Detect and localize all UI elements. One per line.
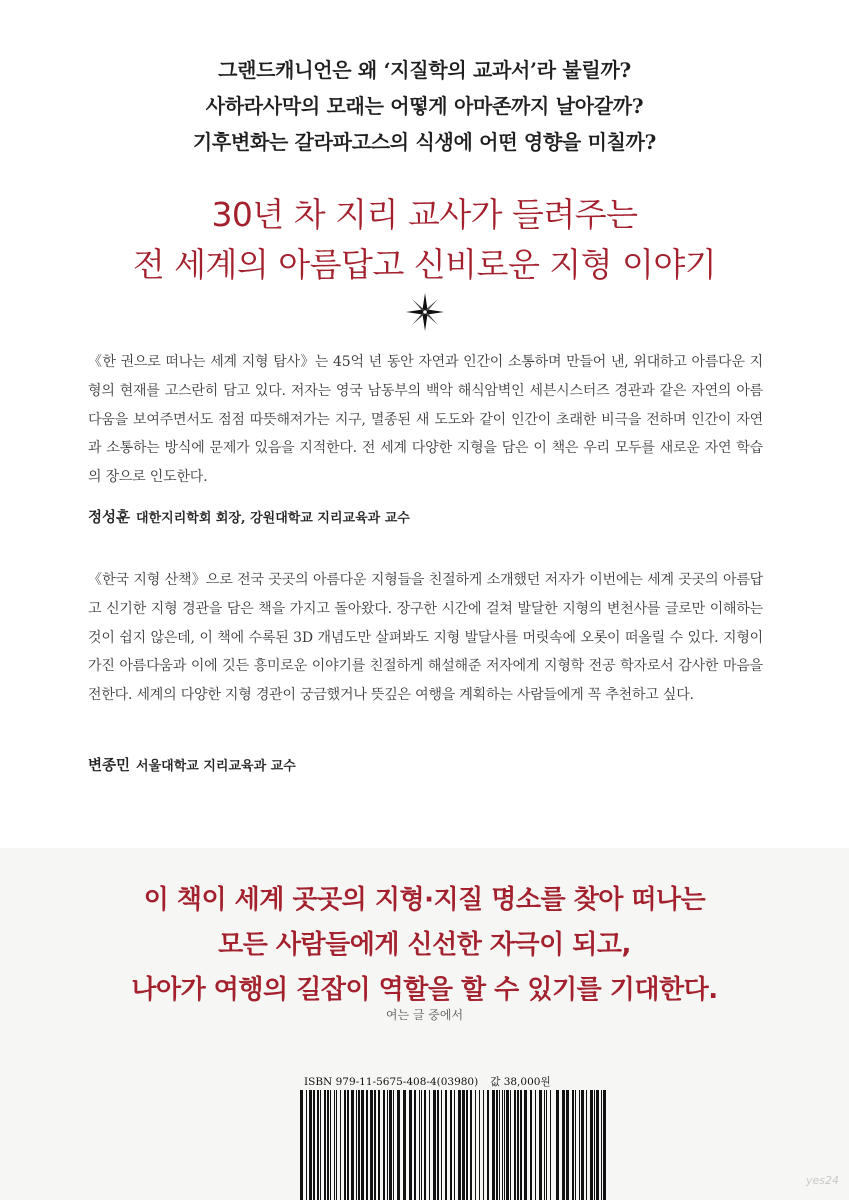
barcode-bar xyxy=(590,1090,593,1200)
review-2-affiliation: 서울대학교 지리교육과 교수 xyxy=(136,759,296,774)
barcode-bar xyxy=(336,1090,337,1200)
barcode-bar xyxy=(429,1090,430,1200)
barcode-bar xyxy=(550,1090,551,1200)
barcode-bar xyxy=(499,1090,500,1200)
barcode-bar xyxy=(347,1090,349,1200)
review-2-signature xyxy=(88,754,296,775)
barcode-bar xyxy=(334,1090,335,1200)
barcode-bar xyxy=(458,1090,461,1200)
barcode-bar xyxy=(366,1090,368,1200)
barcode-bar xyxy=(466,1090,468,1200)
barcode-bar xyxy=(556,1090,559,1200)
barcode-bar xyxy=(546,1090,547,1200)
barcode-bar xyxy=(327,1090,329,1200)
barcode-bar xyxy=(437,1090,439,1200)
barcode-bar xyxy=(414,1090,416,1200)
barcode-bar xyxy=(409,1090,412,1200)
barcode-bar xyxy=(506,1090,509,1200)
barcode-bar xyxy=(419,1090,420,1200)
barcode-bar xyxy=(601,1090,602,1200)
barcode-bar xyxy=(575,1090,576,1200)
barcode-bar xyxy=(361,1090,364,1200)
barcode-bar xyxy=(340,1090,341,1200)
barcode-bar xyxy=(313,1090,315,1200)
barcode-bar xyxy=(502,1090,503,1200)
barcode-bar xyxy=(330,1090,331,1200)
barcode-bar xyxy=(483,1090,484,1200)
barcode-bar xyxy=(403,1090,406,1200)
pull-quote-line-2: 모든 사람들에게 신선한 자극이 되고, xyxy=(218,930,631,960)
barcode-bar xyxy=(393,1090,394,1200)
barcode-bar xyxy=(389,1090,392,1200)
barcode-bar xyxy=(454,1090,455,1200)
barcode-bar xyxy=(356,1090,357,1200)
barcode-bar xyxy=(514,1090,516,1200)
barcode-bar xyxy=(462,1090,465,1200)
headline-line-2: 전 세계의 아름답고 신비로운 지형 이야기 xyxy=(132,245,717,284)
pull-quote xyxy=(0,878,849,1013)
barcode-bar xyxy=(344,1090,346,1200)
barcode-bar xyxy=(594,1090,595,1200)
barcode-bar xyxy=(300,1090,303,1200)
barcode-bar xyxy=(510,1090,511,1200)
review-2-text: 《한국 지형 산책》으로 전국 곳곳의 아름다운 지형들을 친절하게 소개했던 저자가 이번에는 세계 곳곳의 아름답고 신기한 지형 경관을 담은 책을 가지고 돌아왔다. 장구한 시간에 걸쳐 발달한 지형의 변천사를 글로만 이해하는 것이 쉽지 않은데, 이 책에 수록된 3D 개념도만 살펴봐도 지형 발달사를 머릿속에 오롯이 떠올릴 수 있다. 지형이 가진 아름다움과 이에 깃든 흥미로운 이야기를 친절하게 해설해준 저자에게 지형학 전공 학자로서 감사한 마음을 전한다. 세계의 다양한 지형 경관이 궁금했거나 뜻깊은 여행을 계획하는 사람들에게 꼭 추천하고 싶다. xyxy=(88,572,763,704)
compass-rose-icon xyxy=(405,292,445,332)
barcode-addon-icon xyxy=(556,1090,608,1200)
barcode-bar xyxy=(433,1090,436,1200)
barcode-bar xyxy=(324,1090,326,1200)
barcode-bar xyxy=(309,1090,312,1200)
barcode-bar xyxy=(479,1090,480,1200)
barcode-bar xyxy=(530,1090,532,1200)
barcode-bar xyxy=(535,1090,536,1200)
question-1: 그랜드캐니언은 왜 ‘지질학의 교과서’라 불릴까? xyxy=(218,58,631,82)
barcode-bar xyxy=(544,1090,545,1200)
barcode-bar xyxy=(475,1090,476,1200)
barcode-bar xyxy=(378,1090,380,1200)
barcode-icon xyxy=(300,1090,552,1200)
barcode-bar xyxy=(517,1090,519,1200)
barcode-bar xyxy=(579,1090,580,1200)
barcode-bar xyxy=(424,1090,426,1200)
headline-line-1: 30년 차 지리 교사가 들려주는 xyxy=(211,195,638,234)
barcode-bar xyxy=(441,1090,442,1200)
barcode-bar xyxy=(596,1090,599,1200)
questions-block xyxy=(0,52,849,160)
question-2: 사하라사막의 모래는 어떻게 아마존까지 날아갈까? xyxy=(205,94,644,118)
barcode-bar xyxy=(351,1090,354,1200)
barcode-bar xyxy=(470,1090,472,1200)
barcode-bar xyxy=(572,1090,574,1200)
barcode-bar xyxy=(562,1090,565,1200)
question-3: 기후변화는 갈라파고스의 식생에 어떤 영향을 미칠까? xyxy=(192,130,657,154)
review-2-name: 변종민 xyxy=(88,757,131,774)
barcode-bar xyxy=(387,1090,388,1200)
barcode-bar xyxy=(358,1090,360,1200)
barcode-bar xyxy=(383,1090,385,1200)
barcode-bar xyxy=(397,1090,400,1200)
barcode-bar xyxy=(450,1090,452,1200)
headline xyxy=(0,190,849,290)
barcode-bar xyxy=(370,1090,373,1200)
barcode-bar xyxy=(520,1090,522,1200)
watermark-text: yes24 xyxy=(806,1174,840,1187)
review-1-signature xyxy=(88,506,410,527)
barcode-bar xyxy=(496,1090,498,1200)
barcode-bar xyxy=(421,1090,422,1200)
barcode-bar xyxy=(603,1090,606,1200)
barcode-bar xyxy=(374,1090,376,1200)
pull-quote-line-1: 이 책이 세계 곳곳의 지형·지질 명소를 찾아 떠나는 xyxy=(143,885,706,915)
barcode-bar xyxy=(492,1090,495,1200)
barcode-bar xyxy=(487,1090,489,1200)
barcode-bar xyxy=(445,1090,447,1200)
review-1-name: 정성훈 xyxy=(88,509,131,526)
barcode-bar xyxy=(524,1090,527,1200)
isbn-price-line xyxy=(304,1074,564,1089)
price-text: 값 38,000원 xyxy=(490,1076,551,1088)
barcode-bar xyxy=(504,1090,505,1200)
barcode-bar xyxy=(320,1090,321,1200)
review-1-affiliation: 대한지리학회 회장, 강원대학교 지리교육과 교수 xyxy=(136,511,410,526)
barcode-bar xyxy=(581,1090,584,1200)
review-1-text: 《한 권으로 떠나는 세계 지형 탐사》는 45억 년 동안 자연과 인간이 소통하며 만들어 낸, 위대하고 아름다운 지형의 현재를 고스란히 담고 있다. 저자는 영국 남동부의 백악 해식암벽인 세븐시스터즈 경관과 같은 자연의 아름다움을 보여주면서도 점점 따뜻해져가는 지구, 멸종된 새 도도와 같이 인간이 초래한 비극을 전하며 인간이 자연과 소통하는 방식에 문제가 있음을 지적한다. 전 세계 다양한 지형을 담은 이 책은 우리 모두를 새로운 자연 학습의 장으로 인도한다. xyxy=(88,354,763,486)
pull-quote-source: 여는 글 중에서 xyxy=(385,1008,464,1022)
barcode-bar xyxy=(306,1090,307,1200)
barcode-bar xyxy=(586,1090,587,1200)
barcode-bar xyxy=(566,1090,569,1200)
pull-quote-line-3: 나아가 여행의 길잡이 역할을 할 수 있기를 기대한다. xyxy=(131,975,718,1005)
isbn-text: ISBN 979-11-5675-408-4(03980) xyxy=(304,1076,479,1088)
barcode-bar xyxy=(317,1090,319,1200)
barcode-bar xyxy=(539,1090,542,1200)
